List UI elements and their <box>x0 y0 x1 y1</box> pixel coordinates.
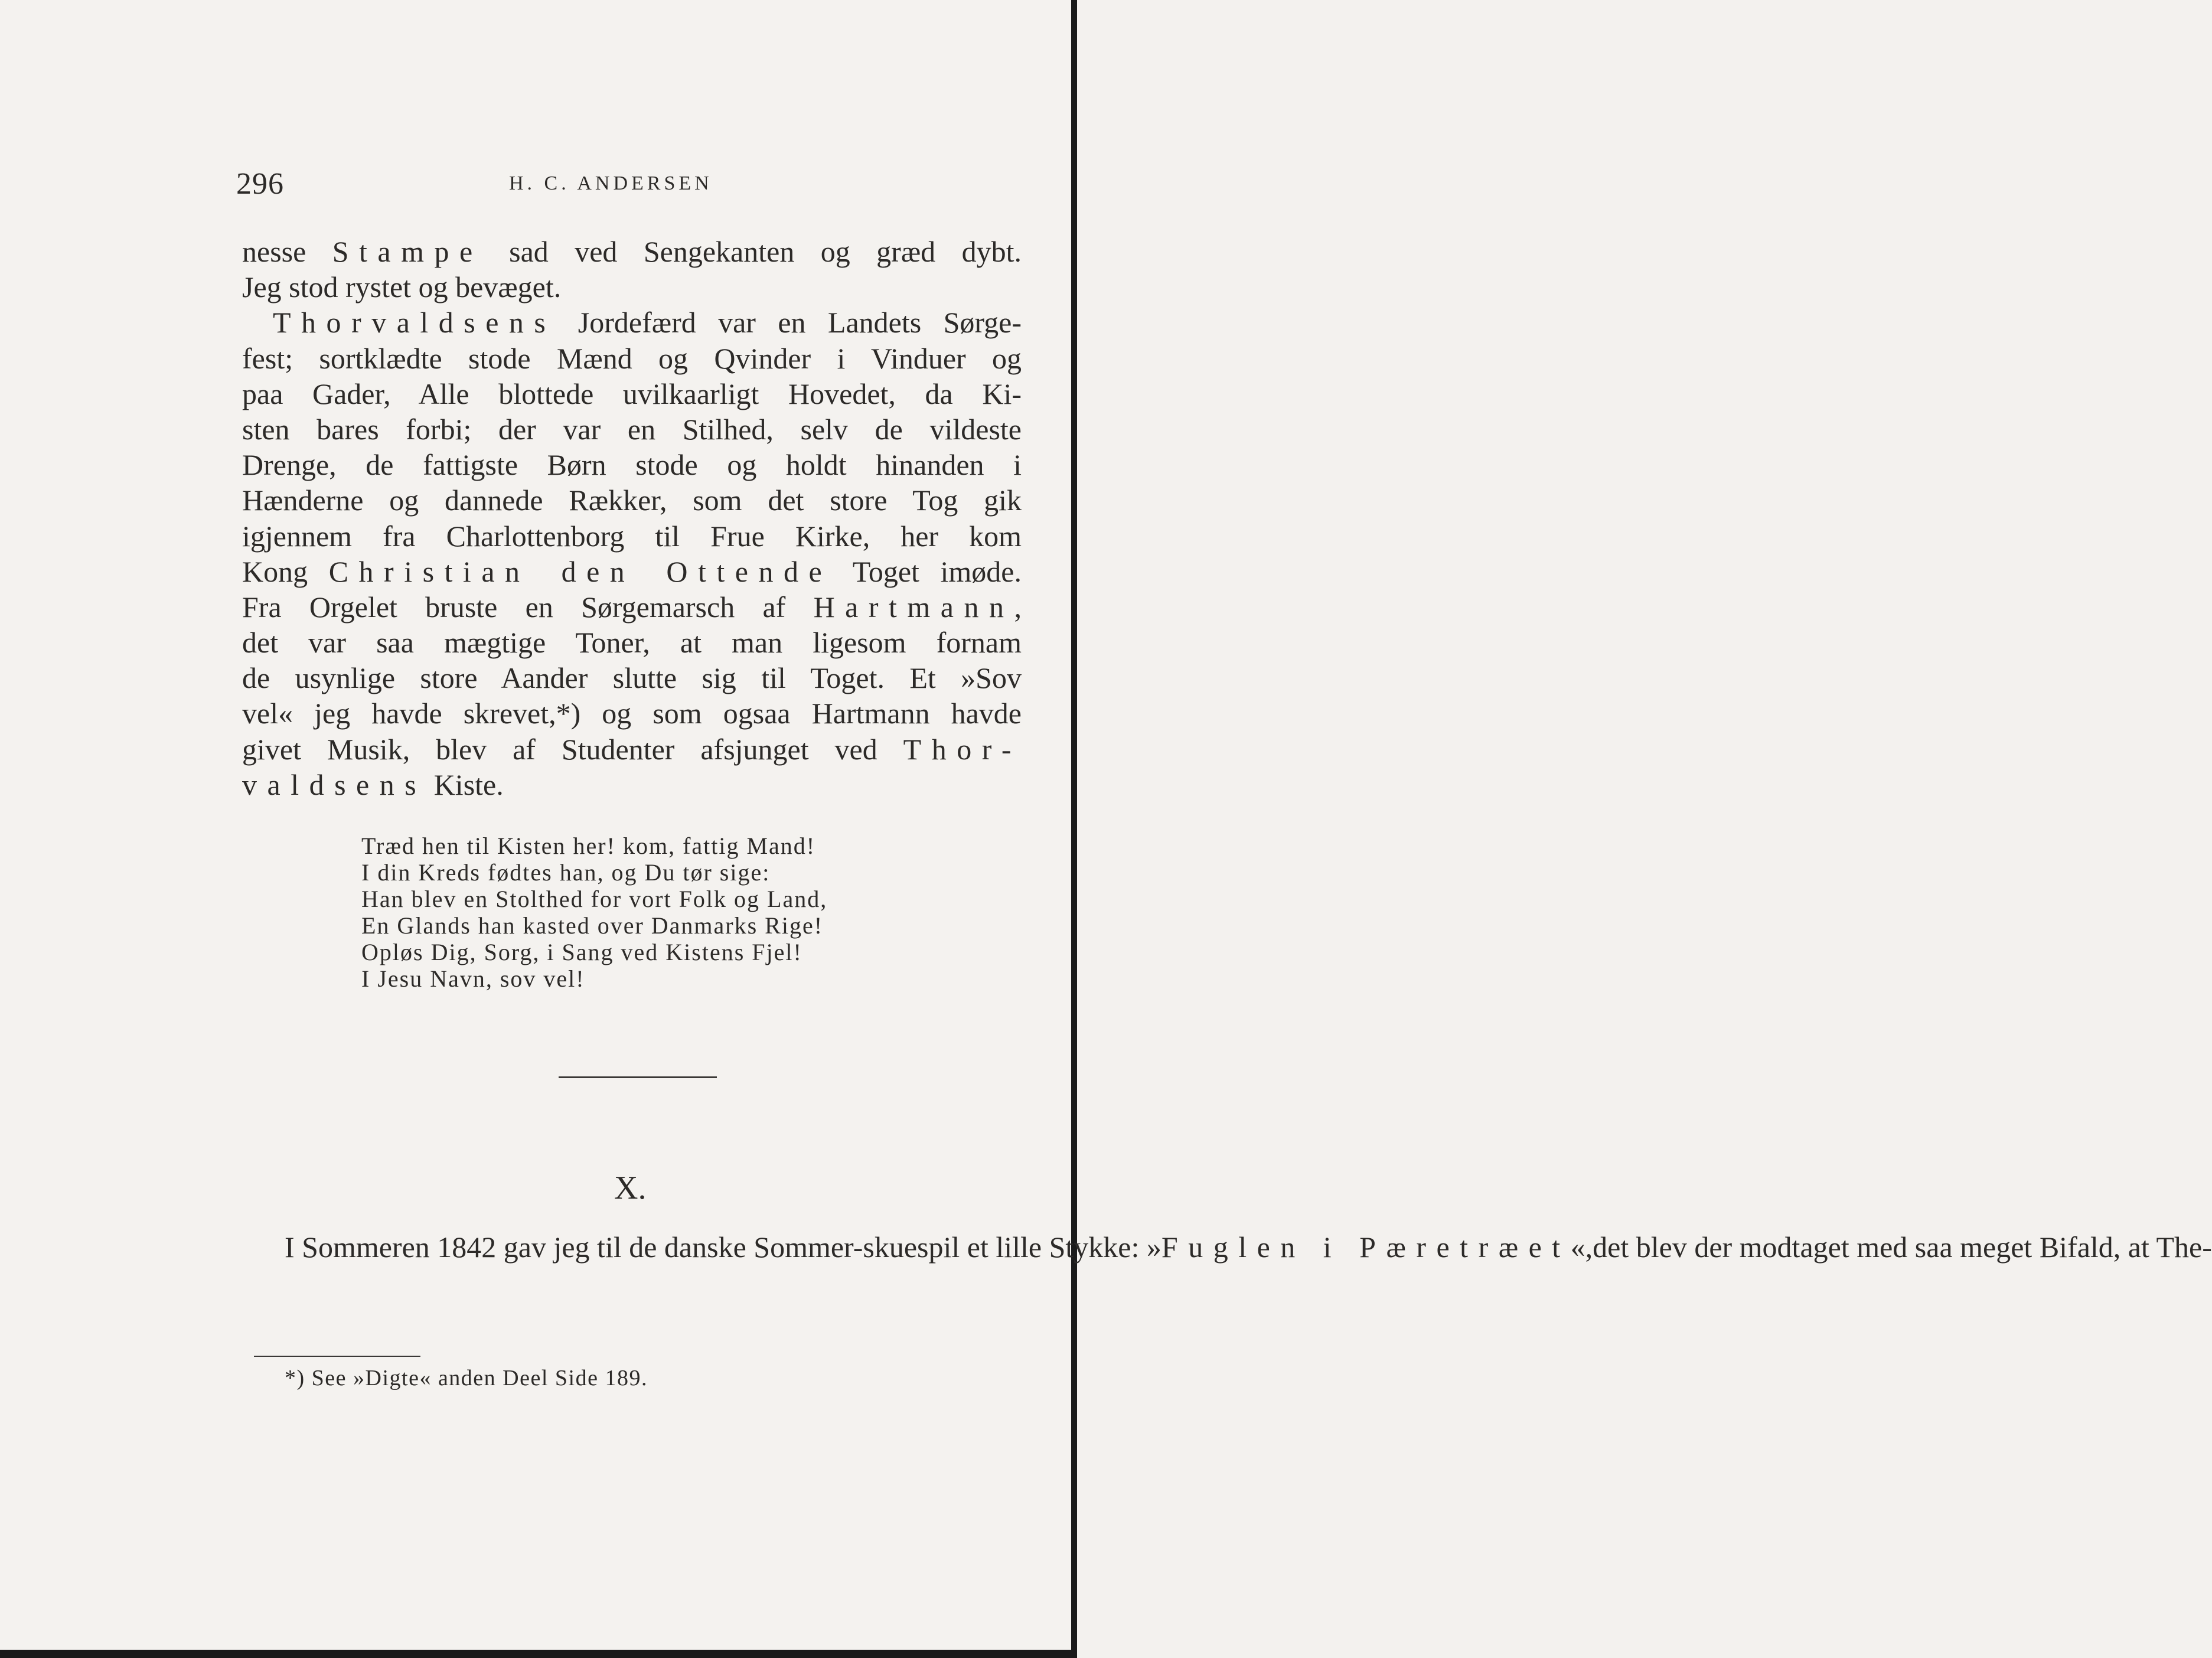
text-segment: sad ved Sengekanten og græd dybt. <box>482 235 1022 268</box>
running-title: H. C. ANDERSEN <box>509 172 713 194</box>
text-line <box>242 234 1022 269</box>
text-segment: , <box>1014 590 1022 624</box>
text-line <box>254 1231 863 1264</box>
text-line <box>242 482 1022 518</box>
footnote: *) See »Digte« anden Deel Side 189. <box>285 1366 648 1391</box>
footnote-rule <box>254 1356 420 1357</box>
text-segment: Jeg stod rystet og bevæget. <box>242 270 562 304</box>
poem-line: Han blev en Stolthed for vort Folk og Land, <box>361 886 828 912</box>
text-segment: skuespil et lille Stykke: » <box>863 1231 1162 1264</box>
text-line <box>242 518 1022 554</box>
text-line <box>242 589 1022 625</box>
text-segment: I Sommeren 1842 gav jeg til de danske Sommer- <box>285 1231 863 1264</box>
text-line <box>242 305 1022 340</box>
text-line <box>863 1231 1593 1264</box>
text-segment: de usynlige store Aander slutte sig til Toget. Et »Sov <box>242 661 1022 695</box>
text-segment: det blev der modtaget med saa meget Bifald, at The- <box>1593 1231 2212 1264</box>
text-segment: Fra Orgelet bruste en Sørgemarsch af <box>242 590 814 624</box>
text-segment: «, <box>1570 1231 1593 1264</box>
main-text <box>242 234 1022 802</box>
text-segment: Kong <box>242 554 329 588</box>
poem <box>361 833 827 992</box>
page-number: 296 <box>236 167 284 201</box>
text-line <box>242 447 1022 482</box>
text-line <box>242 554 1022 589</box>
text-line <box>242 767 1022 802</box>
spaced-name: valdsens <box>242 768 427 801</box>
spaced-name: Thorvaldsens <box>273 306 556 340</box>
text-line <box>242 341 1022 376</box>
text-line <box>242 625 1022 660</box>
spaced-name: Christian den Ottende <box>328 554 833 588</box>
chapter-text <box>254 1229 2212 1265</box>
text-line <box>242 376 1022 412</box>
poem-line: I din Kreds fødtes han, og Du tør sige: <box>361 859 771 886</box>
text-segment: igjennem fra Charlottenborg til Frue Kirke, her kom <box>242 519 1022 553</box>
text-segment: Drenge, de fattigste Børn stode og holdt hinanden i <box>242 448 1022 482</box>
spaced-name: Thor- <box>903 732 1022 766</box>
spaced-name: Fuglen i Pæretræet <box>1161 1231 1571 1264</box>
text-segment: Toget imøde. <box>832 554 1022 588</box>
text-segment: paa Gader, Alle blottede uvilkaarligt Hovedet, da Ki- <box>242 377 1022 410</box>
text-line <box>242 732 1022 767</box>
text-line <box>242 269 1022 305</box>
text-segment: Hænderne og dannede Rækker, som det store Tog gik <box>242 484 1022 517</box>
text-segment: Jordefærd var en Landets Sørge- <box>556 306 1022 340</box>
spaced-name: Stampe <box>332 235 483 268</box>
chapter-heading: X. <box>614 1170 647 1206</box>
text-line <box>242 660 1022 696</box>
text-segment: Kiste. <box>426 768 504 801</box>
spaced-name: Hartmann <box>813 590 1014 624</box>
text-segment: vel« jeg havde skrevet,*) og som ogsaa Hartmann havde <box>242 697 1022 730</box>
section-divider <box>559 1076 717 1078</box>
text-line <box>1593 1231 2212 1264</box>
text-segment: fest; sortklædte stode Mænd og Qvinder i Vinduer og <box>242 341 1022 375</box>
text-segment: det var saa mægtige Toner, at man ligesom fornam <box>242 626 1022 660</box>
text-segment: nesse <box>242 235 332 268</box>
text-segment: sten bares forbi; der var en Stilhed, selv de vildeste <box>242 412 1022 446</box>
text-line <box>242 696 1022 731</box>
poem-line: I Jesu Navn, sov vel! <box>361 965 585 992</box>
poem-line: En Glands han kasted over Danmarks Rige! <box>361 912 824 939</box>
text-segment: givet Musik, blev af Studenter afsjunget ved <box>242 732 903 766</box>
poem-line: Opløs Dig, Sorg, i Sang ved Kistens Fjel! <box>361 939 802 965</box>
poem-line: Træd hen til Kisten her! kom, fattig Mand! <box>361 833 816 859</box>
text-line <box>242 412 1022 447</box>
